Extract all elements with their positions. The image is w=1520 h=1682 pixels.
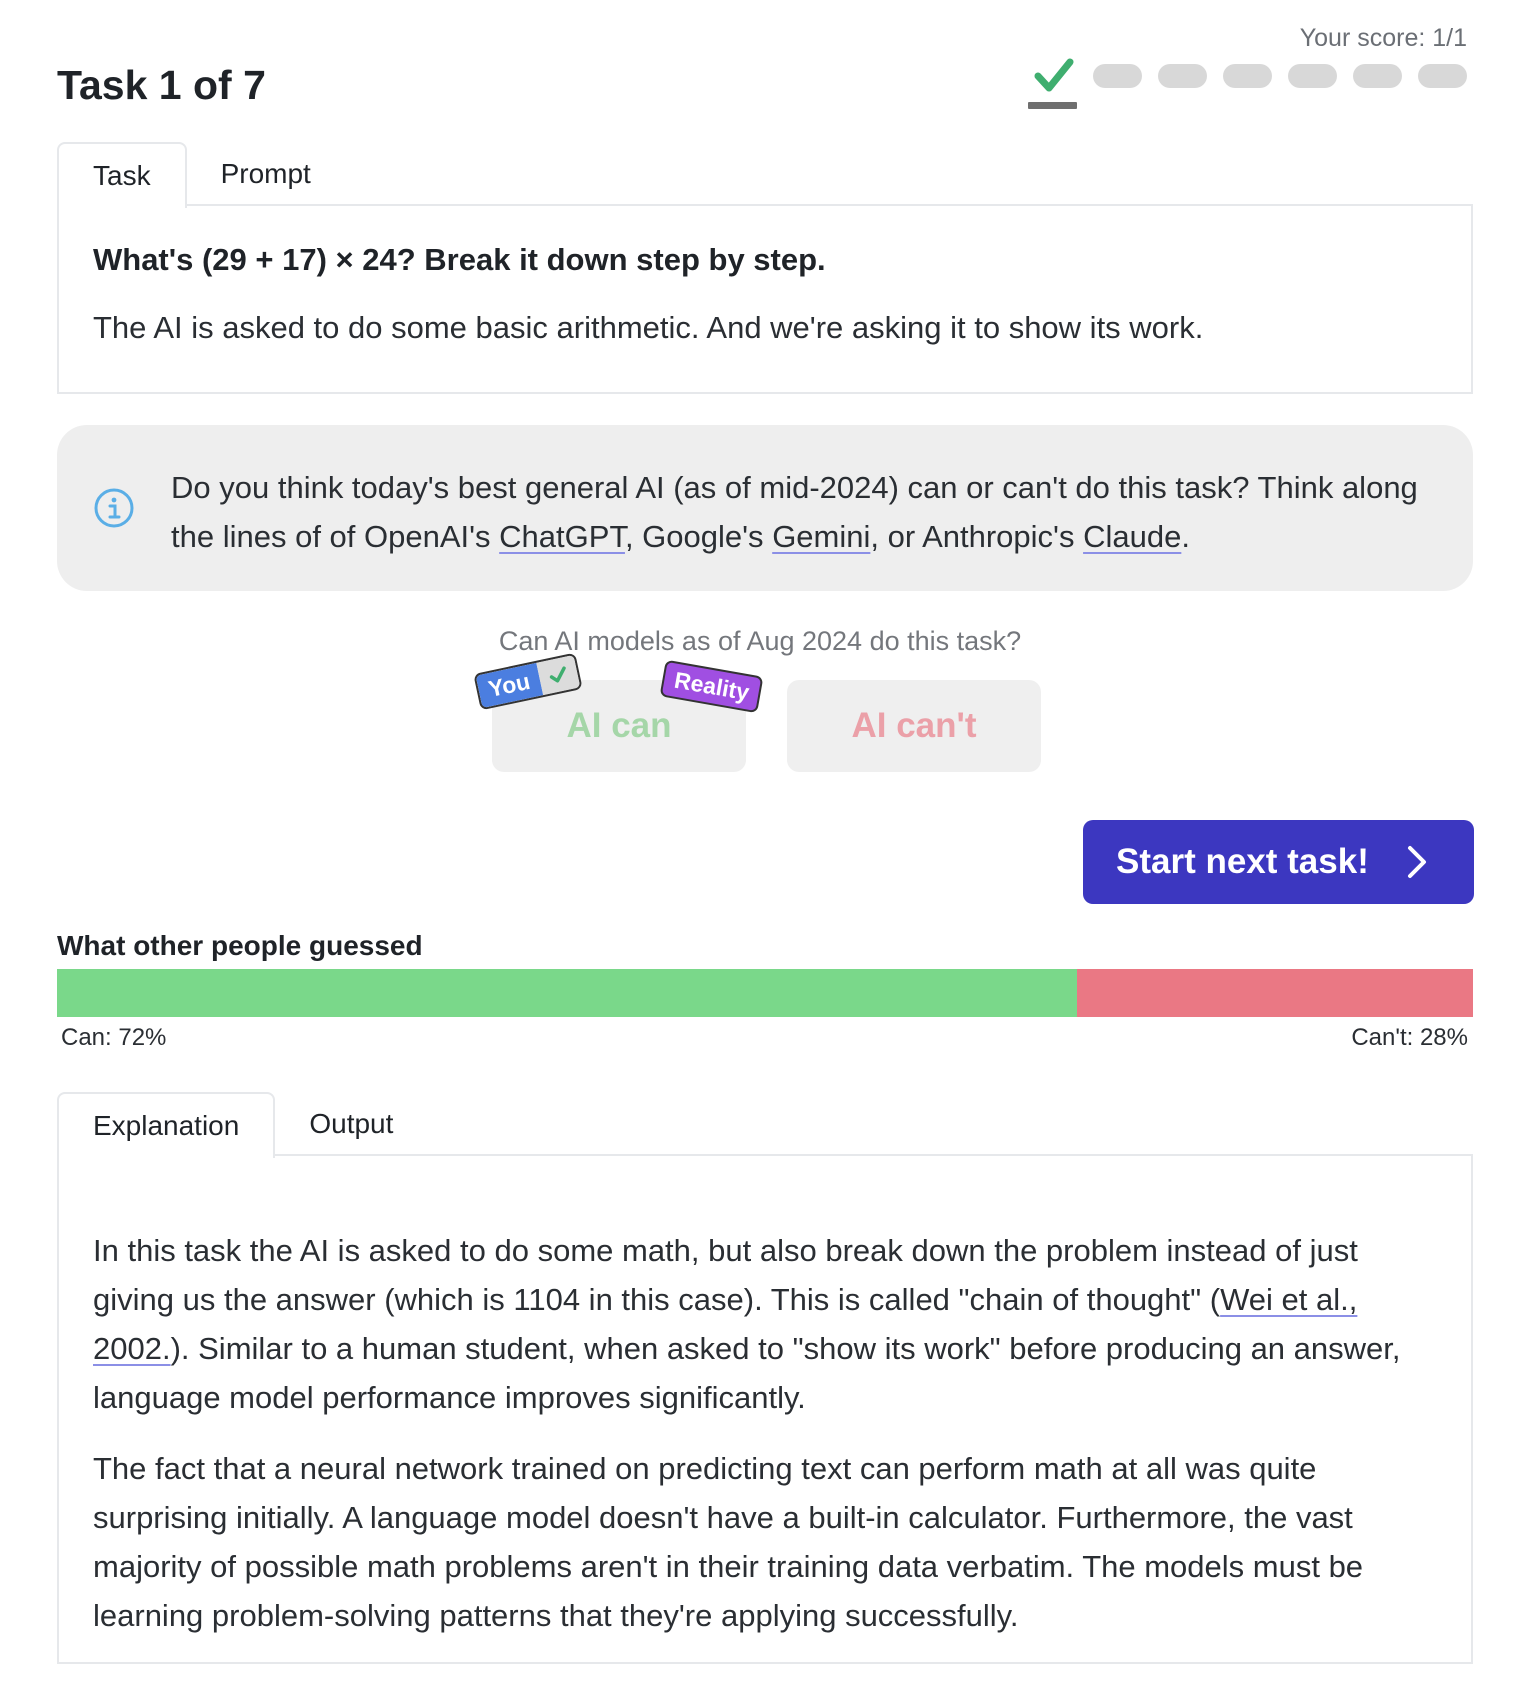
task-description: The AI is asked to do some basic arithmetic. And we're asking it to show its work.	[93, 310, 1204, 345]
info-text-part: .	[1181, 519, 1190, 554]
guess-bar-cant	[1077, 969, 1473, 1017]
can-percent-label: Can: 72%	[61, 1024, 167, 1051]
header	[57, 24, 1467, 134]
tab-prompt[interactable]: Prompt	[220, 158, 311, 189]
current-step-indicator	[1028, 102, 1077, 109]
reality-badge: Reality	[660, 660, 764, 714]
info-text-part: , or Anthropic's	[870, 519, 1084, 554]
info-text	[171, 463, 1441, 561]
score-text: Your score: 1/1	[1299, 24, 1467, 52]
task-panel	[57, 204, 1473, 394]
ai-cant-button[interactable]: AI can't	[787, 680, 1041, 772]
info-text-part: , Google's	[624, 519, 773, 554]
tab-explanation[interactable]: Explanation	[57, 1092, 275, 1158]
page-title: Task 1 of 7	[57, 62, 266, 108]
check-icon	[536, 655, 580, 695]
info-icon	[93, 487, 135, 529]
ai-can-button[interactable]: AI can	[492, 680, 746, 772]
start-next-task-label: Start next task!	[1116, 842, 1369, 881]
task-progress	[1028, 56, 1467, 108]
explanation-tabs	[57, 1092, 427, 1158]
explanation-panel	[57, 1154, 1473, 1664]
progress-step[interactable]	[1158, 64, 1207, 88]
tab-task[interactable]: Task	[57, 142, 187, 208]
progress-step[interactable]	[1288, 64, 1337, 88]
task-tabs	[57, 142, 345, 208]
cant-percent-label: Can't: 28%	[1351, 1024, 1468, 1051]
explanation-text-part: In this task the AI is asked to do some math, but also break down the problem instead of just giving us the answer (which is 1104 in this case). This is called "chain of thought" (	[93, 1233, 1358, 1317]
task-question: What's (29 + 17) × 24? Break it down step by step.	[93, 242, 826, 277]
explanation-paragraph	[93, 1226, 1437, 1422]
progress-step[interactable]	[1223, 64, 1272, 88]
vote-question: Can AI models as of Aug 2024 do this task?	[498, 626, 1022, 656]
tab-output[interactable]: Output	[309, 1108, 394, 1139]
check-icon	[1034, 56, 1074, 96]
info-text-part: Do you think today's best general AI (as of mid-2024) can or can't do this task? Think along the lines of of OpenAI's	[171, 470, 1418, 554]
info-box	[57, 425, 1473, 591]
others-title: What other people guessed	[57, 930, 423, 961]
progress-step-completed[interactable]	[1028, 56, 1077, 108]
guess-bar-can	[57, 969, 1077, 1017]
progress-step[interactable]	[1353, 64, 1402, 88]
progress-step[interactable]	[1093, 64, 1142, 88]
link-wei-et-al[interactable]: Wei et al., 2002.	[93, 1282, 1358, 1366]
guess-bar	[57, 969, 1473, 1017]
link-claude[interactable]: Claude	[1083, 519, 1182, 554]
explanation-text-part: ). Similar to a human student, when asked to "show its work" before producing an answer, language model performance improves significantly.	[93, 1331, 1401, 1415]
link-gemini[interactable]: Gemini	[772, 519, 871, 554]
chevron-right-icon	[1406, 844, 1428, 880]
start-next-task-button[interactable]	[1083, 820, 1474, 904]
progress-step[interactable]	[1418, 64, 1467, 88]
link-chatgpt[interactable]: ChatGPT	[499, 519, 625, 554]
explanation-paragraph: The fact that a neural network trained on predicting text can perform math at all was quite surprising initially. A language model doesn't have a built-in calculator. Furthermore, the vast majority of possible math problems aren't in their training data verbatim. The models must be learning problem-solving patterns that they're applying successfully.	[93, 1451, 1364, 1633]
you-badge-label: You	[476, 663, 543, 708]
